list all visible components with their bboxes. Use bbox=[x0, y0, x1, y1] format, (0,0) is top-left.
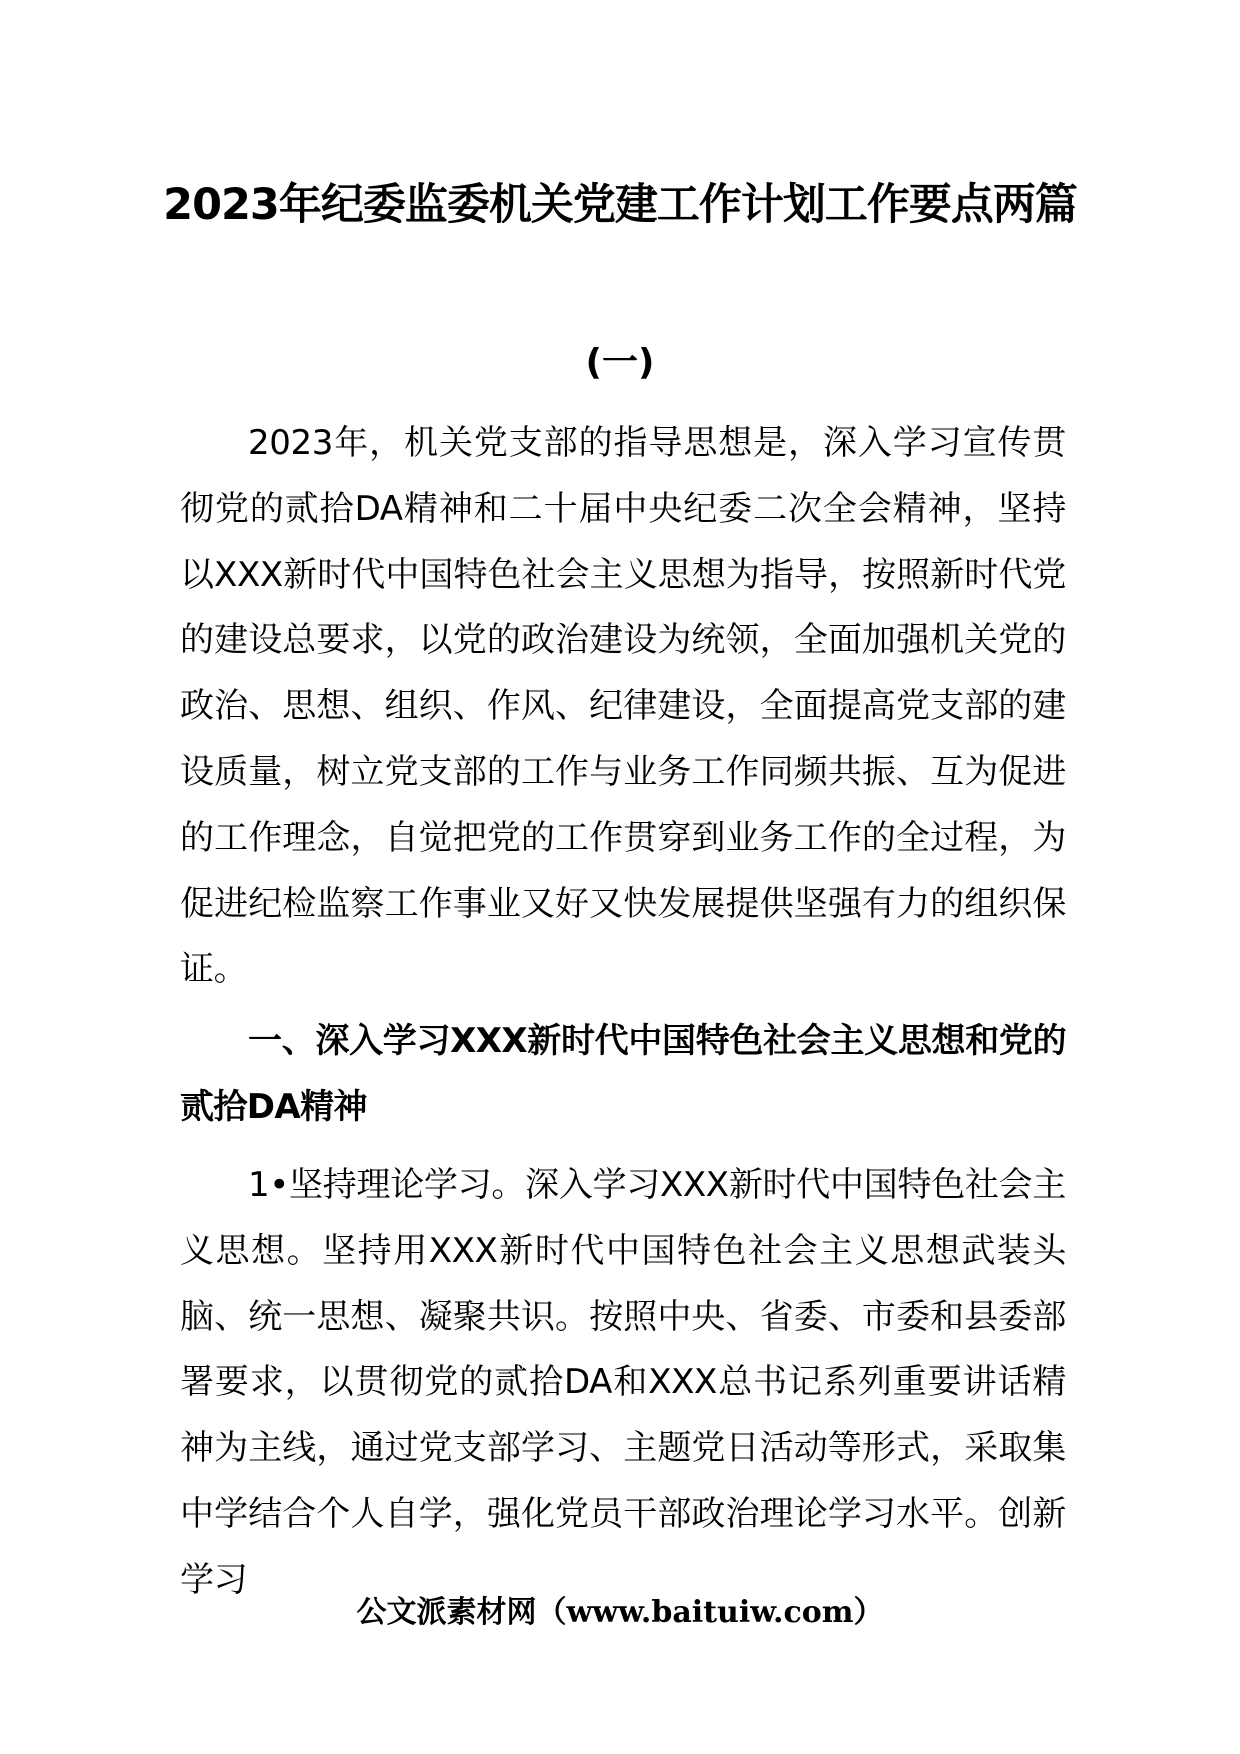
intro-paragraph: 2023年，机关党支部的指导思想是，深入学习宣传贯彻党的贰拾DA精神和二十届中央纪委二次全会精神，坚持以XXX新时代中国特色社会主义思想为指导，按照新时代党的建设总要求，以党的政治建设为统领，全面加强机关党的政治、思想、组织、作风、纪律建设，全面提高党支部的建设质量，树立党支部的工作与业务工作同频共振、互为促进的工作理念，自觉把党的工作贯穿到业务工作的全过程，为促进纪检监察工作事业又好又快发展提供坚强有力的组织保证。 bbox=[180, 423, 1066, 990]
section-heading: 一、深入学习XXX新时代中国特色社会主义思想和党的贰拾DA精神 bbox=[180, 1021, 1066, 1127]
document-title: 2023年纪委监委机关党建工作计划工作要点两篇 bbox=[163, 180, 1077, 230]
part-label: (一) bbox=[585, 342, 655, 383]
source-watermark: 公文派素材网（www.baituiw.com） bbox=[356, 1595, 884, 1630]
body-paragraph: 1•坚持理论学习。深入学习XXX新时代中国特色社会主义思想。坚持用XXX新时代中国特色社会主义思想武装头脑、统一思想、凝聚共识。按照中央、省委、市委和县委部署要求，以贯彻党的贰拾DA和XXX总书记系列重要讲话精神为主线，通过党支部学习、主题党日活动等形式，采取集中学结合个人自学，强化党员干部政治理论学习水平。创新学习 bbox=[180, 1165, 1066, 1600]
